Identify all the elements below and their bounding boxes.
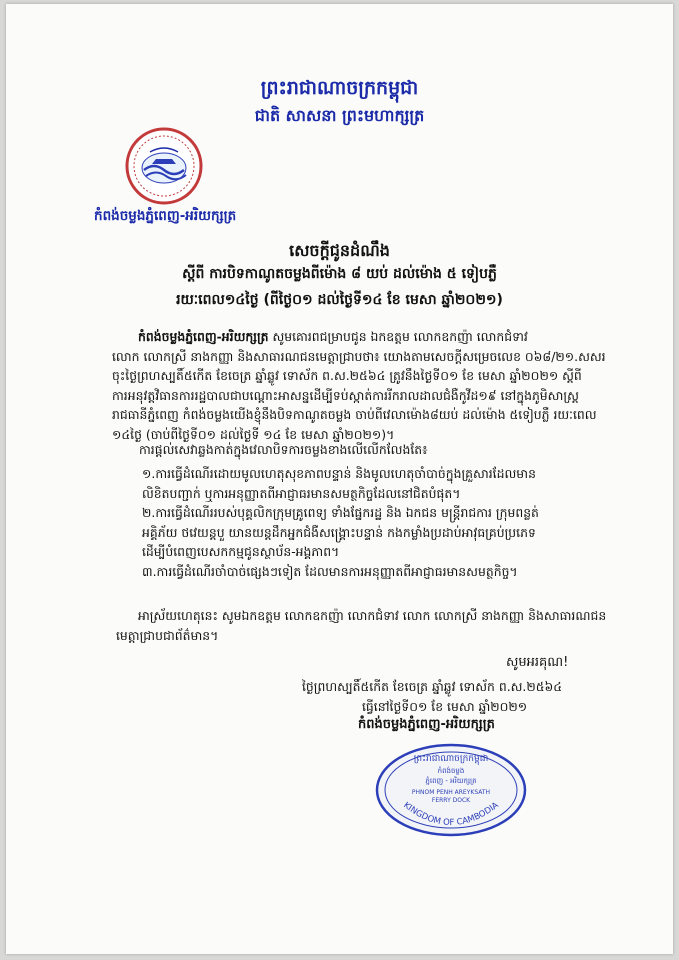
- seal-kh-line-2: ភ្នំពេញ - អរិយក្សត្រ: [425, 777, 477, 785]
- list-item-continuation: លិខិតបញ្ជាក់ ឬការអនុញ្ញាតពីអាជ្ញាធរមានសមត្ថកិច្ចដែលនៅជិតបំផុត។: [142, 485, 461, 501]
- list-item: ១.ការធ្វើដំណើរដោយមូលហេតុសុខភាពបន្ទាន់ និងមូលហេតុចាំបាច់ក្នុងគ្រួសារដែលមាន: [142, 466, 536, 481]
- ferry-dock-logo: [124, 126, 204, 206]
- list-item-continuation: អគ្គិភ័យ ថវេយន្តបួ យានយន្តដឹកអ្នកជំងឺសង្គ្រោះបន្ទាន់ កងកម្លាំងប្រដាប់អាវុធគ្រប់ប្រភេទ: [142, 524, 536, 540]
- seal-en-line-2: FERRY DOCK: [431, 797, 471, 804]
- organization-inline: កំពង់ចម្លងភ្នំពេញ-អរិយក្សត្រ: [138, 329, 269, 344]
- list-item: ២.ការធ្វើដំណើររបស់បុគ្គលិកក្រុមគ្រូពេទ្យ ទាំងផ្នែករដ្ឋ និង ឯកជន មន្ត្រីរាជការ ក្រុមពន្លត់: [142, 505, 539, 520]
- paragraph-line: ១៤ថ្ងៃ (ចាប់ពីថ្ងៃទី០១ ដល់ថ្ងៃទី ១៤ ខែ មេសា ឆ្នាំ២០២១)។: [112, 426, 395, 442]
- paragraph-exceptions: ការផ្តល់សេវាឆ្លងកាត់ក្នុងវេលាបិទការចម្លងខាងលើលើកលែងតែ៖: [139, 442, 428, 457]
- notice-period: រយៈពេល១៤ថ្ងៃ (ពីថ្ងៃ០១ ដល់ថ្ងៃទី១៤ ខែ មេសា ឆ្នាំ២០២១): [176, 292, 503, 308]
- notice-title: សេចក្តីជូនដំណឹង: [289, 241, 390, 260]
- seal-en-line-1: PHNOM PENH AREYKSATH: [411, 789, 491, 796]
- national-motto: ជាតិ សាសនា ព្រះមហាក្សត្រ: [254, 106, 425, 125]
- paragraph-closing: [116, 606, 606, 645]
- paragraph-line: លោក លោកស្រី នាងកញ្ញា និងសាធារណជនមេត្តាជ្រាបថា៖ យោងតាមសេចក្តីសម្រេចលេខ ០៦៨/២១.សសរ: [112, 348, 606, 364]
- paragraph-line: មេត្តាជ្រាបជាព័ត៌មាន។: [116, 627, 219, 643]
- paragraph-line: អាស្រ័យហេតុនេះ សូមឯកឧត្តម លោកឧកញ៉ា លោកជំទាវ លោក លោកស្រី នាងកញ្ញា និងសាធារណជន: [138, 608, 607, 623]
- seal-kh-line-1: កំពង់ចម្លង: [437, 767, 465, 775]
- paragraph-line: ការអនុវត្តវិធានការរដ្ឋបាលជាបណ្តោះអាសន្នដើម្បីទប់ស្កាត់ការរីករាលដាលជំងឺកូវីដ១៩ នៅក្នុងភូមិសាស្ត្រ: [112, 387, 579, 403]
- signature-organization: កំពង់ចម្លងភ្នំពេញ-អរិយក្សត្រ: [358, 717, 495, 732]
- official-seal: [372, 740, 530, 840]
- paragraph-line: រាជធានីភ្នំពេញ កំពង់ចម្លងយើងខ្ញុំនឹងបិទកាណូតចម្លង ចាប់ពីវេលាម៉ោង៨យប់ ដល់ម៉ោង ៥ទៀបភ្លឺ រយៈពេល: [112, 407, 597, 422]
- seal-en-bottom: KINGDOM OF CAMBODIA: [401, 800, 501, 829]
- thanks-text: សូមអរគុណ!: [506, 655, 569, 670]
- paragraph-line: កំពង់ចម្លងភ្នំពេញ-អរិយក្សត្រ សូមគោរពជម្រាបជូន ឯកឧត្តម លោកឧកញ៉ា លោកជំទាវ: [138, 329, 528, 344]
- paragraph-line: ចុះថ្ងៃព្រហស្បតិ៍៥កើត ខែចេត្រ ឆ្នាំឆ្លូវ ទោស័ក ព.ស.២៥៦៤ ត្រូវនឹងថ្ងៃទី០១ ខែ មេសា ឆ្នាំ២០២១ ស្តីពី: [112, 368, 582, 383]
- list-item-continuation: ដើម្បីបំពេញបេសកកម្មជូនស្ថាប័ន-អង្គភាព។: [142, 544, 340, 559]
- date-block: [302, 677, 562, 717]
- list-item: ៣.ការធ្វើដំណើរចាំបាច់ផ្សេងៗទៀត ដែលមានការអនុញ្ញាតពីអាជ្ញាធរមានសមត្ថកិច្ច។: [142, 563, 518, 579]
- organization-header: កំពង់ចម្លងភ្នំពេញ-អរិយក្សត្រ: [94, 208, 237, 224]
- notice-subject: ស្តីពី ការបិទកាណូតចម្លងពីម៉ោង ៨ យប់ ដល់ម៉ោង ៥ ទៀបភ្លឺ: [182, 266, 497, 282]
- exception-list: [142, 464, 539, 581]
- document-page: [6, 4, 673, 954]
- paragraph-intro: [112, 327, 606, 444]
- kingdom-heading: ព្រះរាជាណាចក្រកម្ពុជា: [260, 77, 419, 99]
- solar-date: ធ្វើនៅថ្ងៃទី០១ ខែ មេសា ឆ្នាំ២០២១: [362, 699, 528, 714]
- seal-kingdom-text: ព្រះរាជាណាចក្រកម្ពុជា: [413, 754, 489, 764]
- lunar-date: ថ្ងៃព្រហស្បតិ៍៥កើត ខែចេត្រ ឆ្នាំឆ្លូវ ទោស័ក ព.ស.២៥៦៤: [302, 679, 563, 694]
